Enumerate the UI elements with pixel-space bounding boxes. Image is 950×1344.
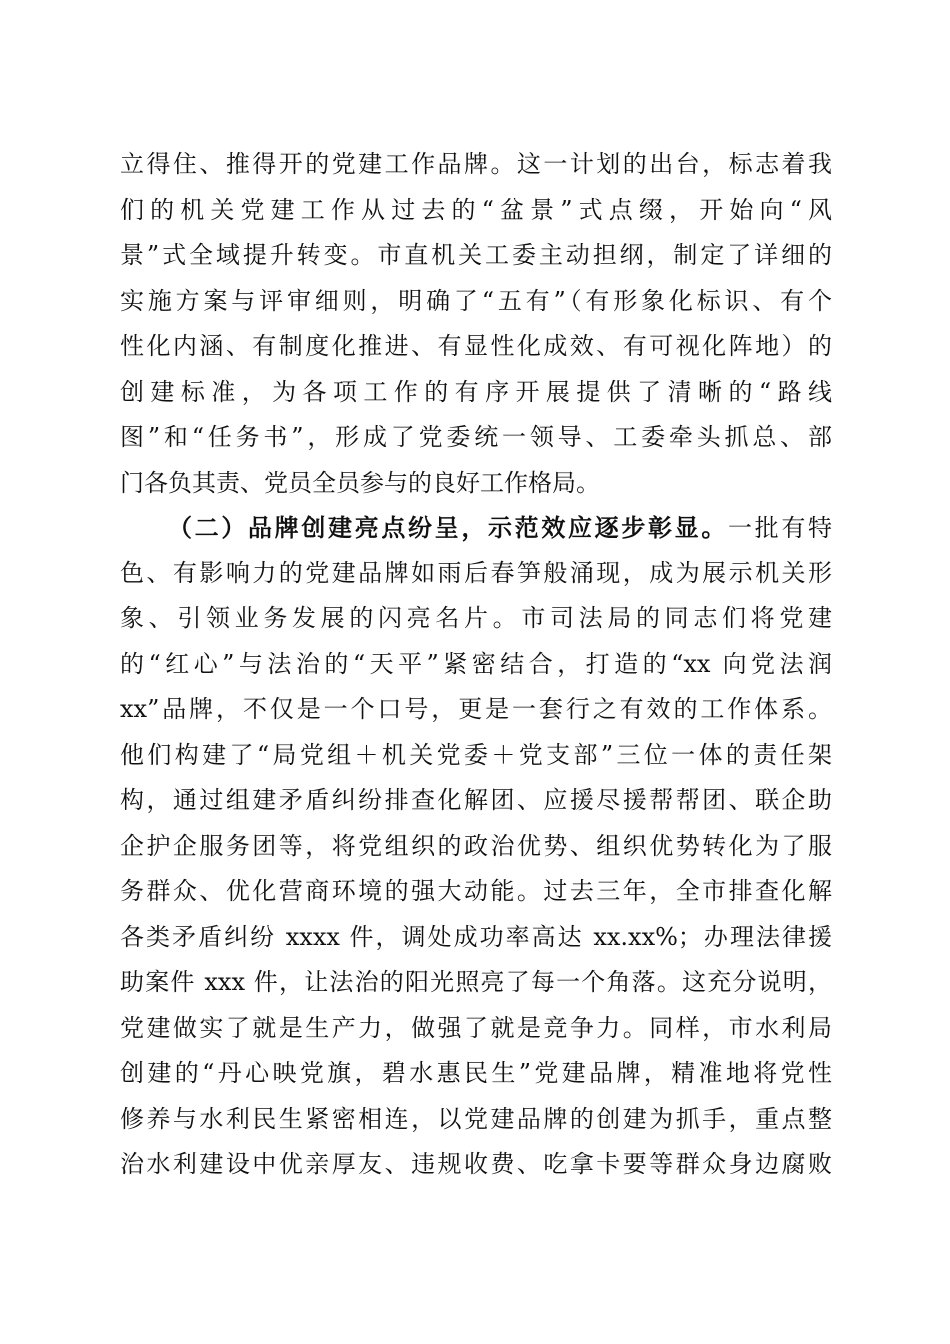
text-line: 企护企服务团等，将党组织的政治优势、组织优势转化为了服 [120, 831, 832, 860]
section-heading: （二）品牌创建亮点纷呈，示范效应逐步彰显。 [168, 513, 728, 542]
text-line: 的“红心”与法治的“天平”紧密结合，打造的“xx 向党法润 [120, 649, 832, 678]
text-line: 实施方案与评审细则，明确了“五有”（有形象化标识、有个 [120, 286, 832, 315]
text-line: 修养与水利民生紧密相连，以党建品牌的创建为抓手，重点整 [120, 1104, 832, 1133]
paragraph-1 [120, 142, 832, 506]
paragraph-2-first-line [120, 505, 832, 551]
text-line: 图”和“任务书”，形成了党委统一领导、工委牵头抓总、部 [120, 423, 832, 451]
text-line: 色、有影响力的党建品牌如雨后春笋般涌现，成为展示机关形 [120, 558, 832, 587]
text-line: 他们构建了“局党组＋机关党委＋党支部”三位一体的责任架 [120, 740, 832, 769]
text-line: xx”品牌，不仅是一个口号，更是一套行之有效的工作体系。 [120, 695, 832, 723]
text-line: 性化内涵、有制度化推进、有显性化成效、有可视化阵地）的 [120, 332, 832, 360]
paragraph-2 [120, 505, 832, 1188]
text-line: 各类矛盾纠纷 xxxx 件，调处成功率高达 xx.xx%；办理法律援 [120, 922, 832, 951]
text-span: 一批有特 [728, 514, 832, 542]
text-line: 创建标准，为各项工作的有序开展提供了清晰的“路线 [120, 377, 832, 406]
text-line: 党建做实了就是生产力，做强了就是竞争力。同样，市水利局 [120, 1013, 832, 1042]
text-line: 构，通过组建矛盾纠纷排查化解团、应援尽援帮帮团、联企助 [120, 786, 832, 814]
text-line: 象、引领业务发展的闪亮名片。市司法局的同志们将党建 [120, 604, 832, 632]
text-line: 治水利建设中优亲厚友、违规收费、吃拿卡要等群众身边腐败 [120, 1150, 832, 1178]
text-line: 门各负其责、党员全员参与的良好工作格局。 [120, 468, 600, 497]
text-line: 立得住、推得开的党建工作品牌。这一计划的出台，标志着我 [120, 150, 832, 178]
text-line: 助案件 xxx 件，让法治的阳光照亮了每一个角落。这充分说明， [120, 968, 832, 996]
text-line: 们的机关党建工作从过去的“盆景”式点缀，开始向“风 [120, 195, 832, 224]
text-line: 务群众、优化营商环境的强大动能。过去三年，全市排查化解 [120, 877, 832, 905]
text-line: 景”式全域提升转变。市直机关工委主动担纲，制定了详细的 [120, 241, 832, 269]
text-line: 创建的“丹心映党旗，碧水惠民生”党建品牌，精准地将党性 [120, 1059, 832, 1087]
